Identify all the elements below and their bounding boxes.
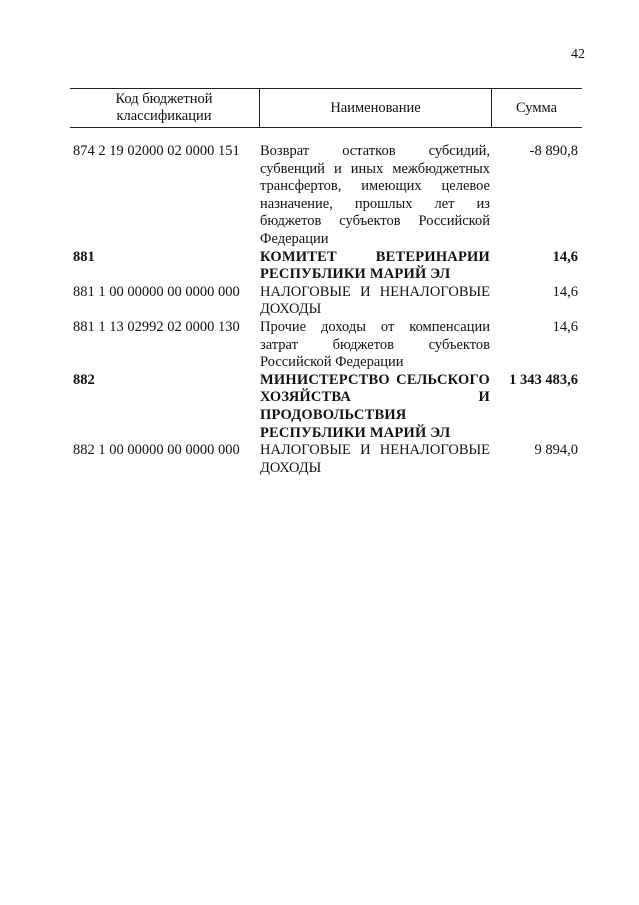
row-name: МИНИСТЕРСТВО СЕЛЬСКОГО ХОЗЯЙСТВА И ПРОДОВОЛЬСТВИЯ РЕСПУБЛИКИ МАРИЙ ЭЛ xyxy=(260,371,490,441)
table-row xyxy=(73,143,578,249)
row-sum: -8 890,8 xyxy=(529,143,578,159)
row-name: КОМИТЕТ ВЕТЕРИНАРИИ РЕСПУБЛИКИ МАРИЙ ЭЛ xyxy=(260,248,490,283)
row-sum: 14,6 xyxy=(552,248,578,265)
table-header xyxy=(70,88,582,128)
header-code: Код бюджетной классификации xyxy=(115,91,213,124)
row-name: НАЛОГОВЫЕ И НЕНАЛОГОВЫЕ ДОХОДЫ xyxy=(260,442,490,476)
table-row xyxy=(73,319,578,372)
row-code: 882 xyxy=(73,371,95,388)
row-name: НАЛОГОВЫЕ И НЕНАЛОГОВЫЕ ДОХОДЫ xyxy=(260,283,490,318)
row-sum: 14,6 xyxy=(552,283,578,300)
table-row xyxy=(73,442,578,477)
row-code: 881 1 00 00000 00 0000 000 xyxy=(73,283,240,300)
page-number: 42 xyxy=(571,47,585,62)
budget-table xyxy=(73,143,578,477)
row-sum: 9 894,0 xyxy=(534,442,578,459)
row-code: 881 xyxy=(73,248,95,265)
row-name: Возврат остатков субсидий, субвенций и иных межбюджетных трансфертов, имеющих целевое назначение, прошлых лет из бюджетов субъектов Российской Федерации xyxy=(260,143,490,247)
table-row xyxy=(73,372,578,442)
row-name: Прочие доходы от компенсации затрат бюджетов субъектов Российской Федерации xyxy=(260,318,490,371)
row-sum: 14,6 xyxy=(552,318,578,335)
table-row xyxy=(73,284,578,319)
table-row xyxy=(73,249,578,284)
header-name: Наименование xyxy=(259,89,492,127)
row-sum: 1 343 483,6 xyxy=(509,371,578,388)
row-code: 881 1 13 02992 02 0000 130 xyxy=(73,318,240,335)
row-code: 882 1 00 00000 00 0000 000 xyxy=(73,442,240,459)
row-code: 874 2 19 02000 02 0000 151 xyxy=(73,143,240,159)
header-sum: Сумма xyxy=(515,99,558,116)
